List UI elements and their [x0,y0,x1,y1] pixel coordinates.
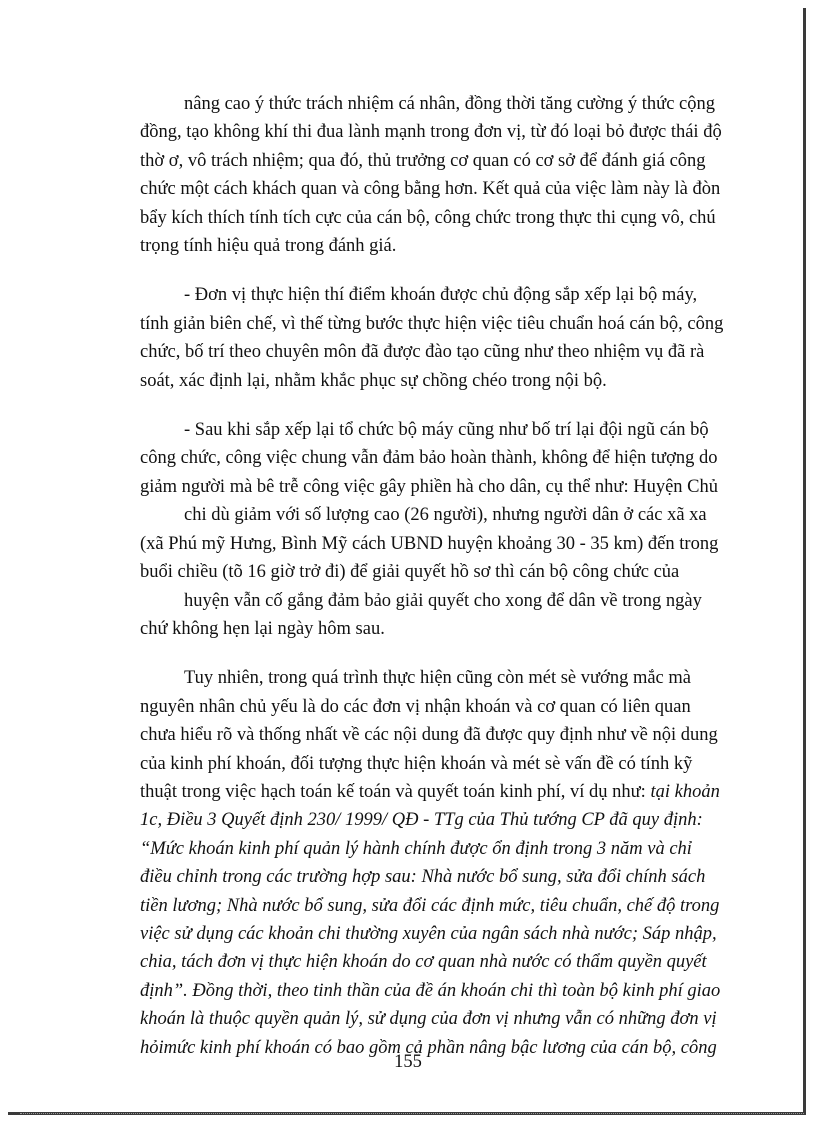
text-line: nguyên nhân chủ yếu là do các đơn vị nhận khoán và cơ quan có liên quan [140,696,691,717]
text-line: chức, bố trí theo chuyên môn đã được đào tạo cũng như theo nhiệm vụ đã rà [140,342,705,363]
text-line: chia, tách đơn vị thực hiện khoán do cơ quan nhà nước có thẩm quyền quyết [140,952,707,973]
bottom-dotted-rule [20,1113,804,1114]
paragraph-4 [140,664,740,1062]
text-run: thuật trong việc hạch toán kế toán và quyết toán kinh phí, ví dụ như: [140,781,646,802]
text-line: điều chỉnh trong các trường hợp sau: Nhà nước bổ sung, sửa đổi chính sách [140,867,706,888]
text-line: công chức, công việc chung vẫn đảm bảo hoàn thành, không để hiện tượng do [140,448,718,469]
text-line: (xã Phú mỹ Hưng, Bình Mỹ cách UBND huyện khoảng 30 - 35 km) đến trong [140,533,719,554]
text-line: Tuy nhiên, trong quá trình thực hiện cũng còn mét sè vướng mắc mà [184,668,691,689]
text-line: bẩy kích thích tính tích cực của cán bộ, công chức trong thực thi cụng vô, chú [140,207,716,228]
paragraph-1 [140,90,740,260]
text-line: tính giản biên chế, vì thế từng bước thực hiện việc tiêu chuẩn hoá cán bộ, công [140,313,724,334]
text-line: giảm người mà bê trễ công việc gây phiền hà cho dân, cụ thể như: Huyện Chủ [140,476,718,497]
text-line: hỏimức kinh phí khoán có bao gồm cả phần nâng bậc lương của cán bộ, công [140,1037,717,1058]
text-line: huyện vẫn cố gắng đảm bảo giải quyết cho xong để dân về trong ngày [184,590,702,611]
text-line: chức một cách khách quan và công bằng hơn. Kết quả của việc làm này là đòn [140,179,721,200]
text-line: của kinh phí khoán, đối tượng thực hiện khoán và mét sè vấn đề có tính kỹ [140,753,693,774]
text-line: việc sử dụng các khoản chi thường xuyên của ngân sách nhà nước; Sáp nhập, [140,923,717,944]
document-body [140,90,740,1083]
text-line: chưa hiểu rõ và thống nhất về các nội dung đã được quy định như về nội dung [140,725,718,746]
text-line: tiền lương; Nhà nước bổ sung, sửa đổi các định mức, tiêu chuẩn, chế độ trong [140,895,720,916]
text-line: - Đơn vị thực hiện thí điểm khoán được chủ động sắp xếp lại bộ máy, [184,285,698,306]
page-number: 155 [394,1052,422,1072]
text-line-mixed [140,778,740,806]
paragraph-3 [140,416,740,643]
text-line: - Sau khi sắp xếp lại tổ chức bộ máy cũng như bố trí lại đội ngũ cán bộ [184,420,709,441]
text-line: buổi chiều (tõ 16 giờ trở đi) để giải quyết hồ sơ thì cán bộ công chức của [140,562,680,583]
text-line: chứ không hẹn lại ngày hôm sau. [140,618,385,639]
text-line: soát, xác định lại, nhằm khắc phục sự chồng chéo trong nội bộ. [140,370,607,391]
text-line: 1c, Điều 3 Quyết định 230/ 1999/ QĐ - TTg của Thủ tướng CP đã quy định: [140,810,703,831]
paragraph-2 [140,281,740,395]
text-line: chi dù giảm với số lượng cao (26 người), nhưng người dân ở các xã xa [184,505,707,526]
text-line: trọng tính hiệu quả trong đánh giá. [140,236,397,257]
text-line: nâng cao ý thức trách nhiệm cá nhân, đồng thời tăng cường ý thức cộng [184,94,716,114]
italic-run: tại khoản [650,781,720,802]
text-line: định”. Đồng thời, theo tinh thần của đề án khoán chi thì toàn bộ kinh phí giao [140,980,721,1001]
text-line: “Mức khoán kinh phí quản lý hành chính được ổn định trong 3 năm và chỉ [140,838,692,859]
text-line: đồng, tạo không khí thi đua lành mạnh trong đơn vị, từ đó loại bỏ được thái độ [140,122,722,143]
text-line: khoán là thuộc quyền quản lý, sử dụng của đơn vị nhưng vẫn có những đơn vị [140,1009,717,1030]
text-line: thờ ơ, vô trách nhiệm; qua đó, thủ trưởng cơ quan có cơ sở để đánh giá công [140,150,706,171]
